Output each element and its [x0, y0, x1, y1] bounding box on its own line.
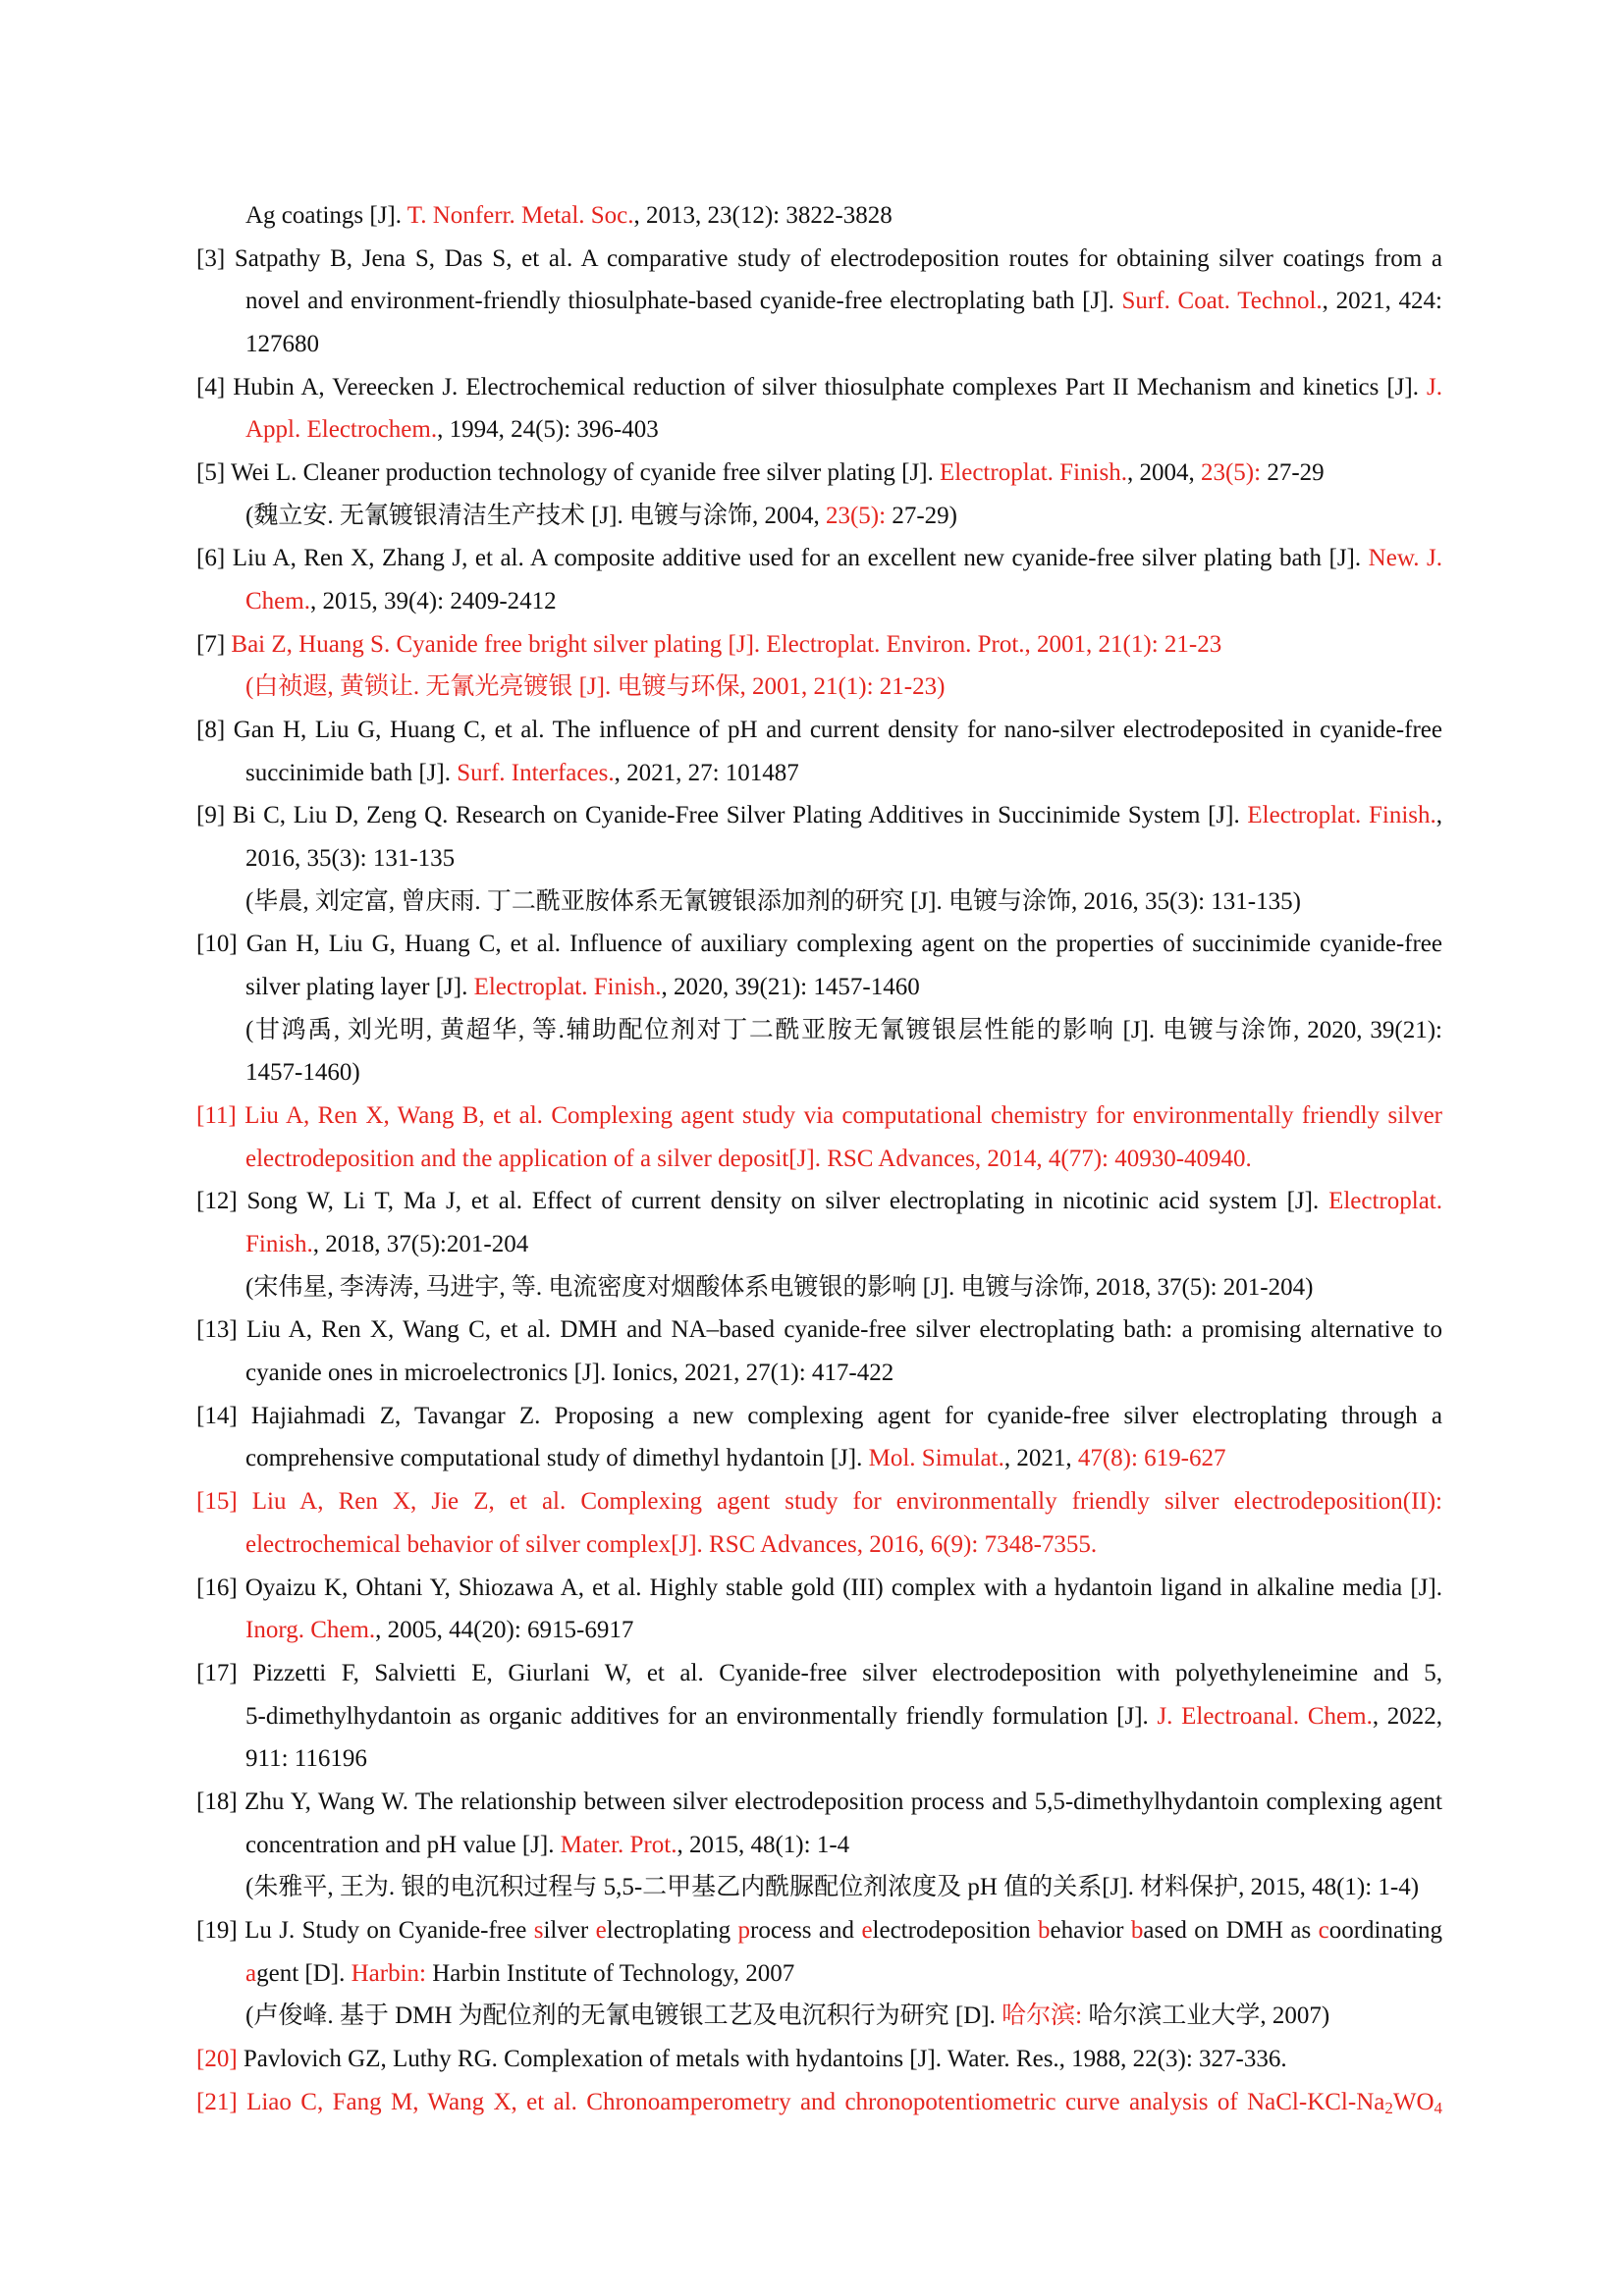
reference-text: Liu A, Ren X, Zhang J, et al. A composite additive used for an excellent new cyanide-free silver plating bath [J].	[232, 545, 1369, 572]
reference-citation	[196, 366, 1442, 452]
reference-line	[196, 881, 1442, 924]
reference-text: , 2004,	[1126, 459, 1201, 487]
reference-text: ehavior	[1050, 1916, 1131, 1944]
reference-citation	[196, 1095, 1442, 1180]
reference-number: [14]	[196, 1402, 238, 1429]
reference-citation	[196, 452, 1442, 495]
highlighted-text: a	[245, 1959, 257, 1987]
reference-text: comprehensive computational study of dimethyl hydantoin [J].	[245, 1445, 869, 1472]
reference-entry	[196, 709, 1442, 794]
reference-line	[196, 495, 1442, 538]
reference-line	[196, 408, 1442, 452]
highlighted-text: Electroplat. Finish.	[940, 459, 1127, 487]
reference-line	[196, 623, 1442, 667]
highlighted-text: Finish.	[245, 1231, 313, 1258]
reference-text: cyanide ones in microelectronics [J]. Ionics, 2021, 27(1): 417-422	[245, 1360, 894, 1387]
reference-line	[196, 1138, 1442, 1181]
reference-number: [7]	[196, 630, 226, 658]
highlighted-text: Chem.	[245, 588, 310, 615]
reference-text: (朱雅平, 王为. 银的电沉积过程与 5,5-二甲基乙内酰脲配位剂浓度及 pH 值的关系[J]. 材料保护, 2015, 48(1): 1-4)	[245, 1874, 1420, 1901]
reference-line	[196, 666, 1442, 709]
highlighted-text: p	[737, 1916, 751, 1944]
reference-text: (甘鸿禹, 刘光明, 黄超华, 等.辅助配位剂对丁二酰亚胺无氰镀银层性能的影响 [J]. 电镀与涂饰, 2020, 39(21):	[245, 1016, 1442, 1043]
highlighted-text: Mol. Simulat.	[868, 1445, 1004, 1472]
reference-text: (卢俊峰. 基于 DMH 为配位剂的无氰电镀银工艺及电沉积行为研究 [D].	[245, 2002, 1002, 2030]
reference-number: [12]	[196, 1188, 238, 1215]
reference-number: [4]	[196, 373, 226, 400]
reference-text: Satpathy B, Jena S, Das S, et al. A comparative study of electrodeposition routes for obtaining silver coatings from a	[234, 244, 1443, 272]
reference-number: [15]	[196, 1488, 238, 1516]
reference-entry	[196, 1308, 1442, 1394]
highlighted-text: 2	[1384, 2099, 1393, 2118]
highlighted-text: Liu A, Ren X, Wang B, et al. Complexing agent study via computational chemistry for environmentally friendly silver	[244, 1102, 1443, 1130]
reference-entry	[196, 2081, 1442, 2124]
reference-entry	[196, 194, 1442, 238]
reference-text: oordinating	[1328, 1916, 1442, 1944]
reference-line	[196, 1223, 1442, 1266]
reference-text: (魏立安. 无氰镀银清洁生产技术 [J]. 电镀与涂饰, 2004,	[245, 502, 826, 529]
reference-line	[196, 1395, 1442, 1438]
highlighted-text: electrochemical behavior of silver complex[J]. RSC Advances, 2016, 6(9): 7348-7355.	[245, 1530, 1098, 1558]
reference-number: [17]	[196, 1659, 238, 1686]
reference-line	[196, 238, 1442, 281]
reference-text: Lu J. Study on Cyanide-free	[244, 1916, 534, 1944]
highlighted-text: Electroplat.	[1328, 1188, 1442, 1215]
reference-line	[196, 1051, 1442, 1095]
reference-text: , 2021, 27: 101487	[614, 759, 799, 786]
reference-text: 哈尔滨工业大学, 2007)	[1082, 2002, 1330, 2030]
reference-citation	[196, 1909, 1442, 1995]
reference-citation	[196, 623, 1442, 667]
reference-translation	[196, 1866, 1442, 1909]
reference-line	[196, 1995, 1442, 2038]
reference-text: silver plating layer [J].	[245, 974, 474, 1001]
reference-line	[196, 1781, 1442, 1824]
highlighted-text: Electroplat. Finish.	[1247, 802, 1436, 829]
highlighted-text: Liao C, Fang M, Wang X, et al. Chronoamperometry and chronopotentiometric curve analysis of NaCl-KCl-Na	[246, 2088, 1385, 2115]
reference-number: [21]	[196, 2088, 238, 2115]
reference-citation	[196, 537, 1442, 622]
reference-citation	[196, 1567, 1442, 1652]
reference-text: 27-29	[1261, 459, 1325, 487]
reference-text: Bi C, Liu D, Zeng Q. Research on Cyanide-Free Silver Plating Additives in Succinimide System [J].	[232, 802, 1248, 829]
reference-number: [6]	[196, 545, 226, 572]
reference-text: Hajiahmadi Z, Tavangar Z. Proposing a new complexing agent for cyanide-free silver electroplating through a	[250, 1402, 1442, 1429]
reference-citation	[196, 1652, 1442, 1781]
highlighted-text: 哈尔滨:	[1001, 2002, 1083, 2030]
reference-line	[196, 709, 1442, 752]
highlighted-text: 23(5):	[825, 502, 887, 529]
reference-text: , 2015, 48(1): 1-4	[677, 1831, 850, 1858]
highlighted-text: Harbin:	[351, 1959, 426, 1987]
reference-text: Pavlovich GZ, Luthy RG. Complexation of metals with hydantoins [J]. Water. Res., 1988, 22(3): 327-336.	[243, 2045, 1287, 2072]
highlighted-text: 47(8): 619-627	[1077, 1445, 1226, 1472]
reference-text: Harbin Institute of Technology, 2007	[425, 1959, 795, 1987]
reference-citation	[196, 2081, 1442, 2124]
reference-number: [20]	[196, 2045, 238, 2072]
reference-citation	[196, 1395, 1442, 1480]
reference-line	[196, 1095, 1442, 1138]
highlighted-text: electrodeposition and the application of a silver deposit[J]. RSC Advances, 2014, 4(77): 40930-40940.	[245, 1145, 1252, 1172]
reference-number: [8]	[196, 717, 226, 744]
reference-text: , 2018, 37(5):201-204	[312, 1231, 529, 1258]
reference-text: (毕晨, 刘定富, 曾庆雨. 丁二酰亚胺体系无氰镀银添加剂的研究 [J]. 电镀与涂饰, 2016, 35(3): 131-135)	[245, 887, 1301, 915]
reference-entry	[196, 1909, 1442, 2038]
reference-text: Liu A, Ren X, Wang C, et al. DMH and NA–based cyanide-free silver electroplating bath: a promising alternative to	[246, 1316, 1443, 1344]
highlighted-text: 4	[1434, 2099, 1443, 2118]
reference-line	[196, 452, 1442, 495]
reference-citation	[196, 709, 1442, 794]
reference-line	[196, 323, 1442, 366]
reference-line	[196, 580, 1442, 623]
reference-line	[196, 1737, 1442, 1781]
reference-line	[196, 1308, 1442, 1352]
reference-text: , 2022,	[1372, 1702, 1443, 1730]
reference-line	[196, 2038, 1442, 2081]
reference-line	[196, 1609, 1442, 1652]
highlighted-text: 23(5):	[1200, 459, 1262, 487]
highlighted-text: Liu A, Ren X, Jie Z, et al. Complexing agent study for environmentally friendly silver electrodeposition(II):	[251, 1488, 1442, 1516]
reference-entry	[196, 1781, 1442, 1909]
reference-translation	[196, 1009, 1442, 1095]
reference-text: Gan H, Liu G, Huang C, et al. The influence of pH and current density for nano-silver electrodeposited in cyanide-free	[233, 717, 1443, 744]
reference-text: 127680	[245, 331, 319, 358]
highlighted-text: b	[1130, 1916, 1144, 1944]
reference-translation	[196, 881, 1442, 924]
reference-line	[196, 794, 1442, 837]
reference-translation	[196, 1266, 1442, 1309]
reference-citation	[196, 2038, 1442, 2081]
reference-citation	[196, 238, 1442, 366]
reference-text: (宋伟星, 李涛涛, 马进宇, 等. 电流密度对烟酸体系电镀银的影响 [J]. 电镀与涂饰, 2018, 37(5): 201-204)	[245, 1273, 1314, 1301]
reference-citation	[196, 794, 1442, 880]
reference-line	[196, 1352, 1442, 1395]
reference-translation	[196, 1995, 1442, 2038]
reference-entry	[196, 1480, 1442, 1566]
highlighted-text: J.	[1427, 373, 1442, 400]
reference-line	[196, 1824, 1442, 1867]
reference-entry	[196, 452, 1442, 537]
highlighted-text: Appl. Electrochem.	[245, 416, 438, 444]
highlighted-text: e	[595, 1916, 607, 1944]
reference-text: lectroplating	[606, 1916, 738, 1944]
highlighted-text: s	[533, 1916, 544, 1944]
highlighted-text: e	[861, 1916, 873, 1944]
reference-text: , 2005, 44(20): 6915-6917	[375, 1617, 634, 1644]
reference-line	[196, 1866, 1442, 1909]
reference-number: [11]	[196, 1102, 237, 1130]
reference-entry	[196, 366, 1442, 452]
reference-entry	[196, 238, 1442, 366]
highlighted-text: c	[1318, 1916, 1329, 1944]
reference-text: , 2021, 424:	[1322, 288, 1443, 315]
reference-text: 911: 116196	[245, 1745, 367, 1773]
reference-text: lectrodeposition	[872, 1916, 1039, 1944]
reference-text: Zhu Y, Wang W. The relationship between silver electrodeposition process and 5,5-dimethylhydantoin complexing agent	[244, 1788, 1442, 1815]
reference-line	[196, 194, 1442, 238]
reference-line	[196, 280, 1442, 323]
reference-line	[196, 1266, 1442, 1309]
reference-number: [10]	[196, 931, 238, 958]
reference-text: , 2020, 39(21): 1457-1460	[661, 974, 920, 1001]
reference-list	[196, 194, 1442, 2123]
reference-text: ased on DMH as	[1143, 1916, 1319, 1944]
reference-line	[196, 2081, 1442, 2124]
reference-text: Song W, Li T, Ma J, et al. Effect of current density on silver electroplating in nicotinic acid system [J].	[246, 1188, 1329, 1215]
highlighted-text: New. J.	[1368, 545, 1443, 572]
reference-text: 27-29)	[886, 502, 957, 529]
reference-number: [13]	[196, 1316, 238, 1344]
reference-text: rocess and	[750, 1916, 862, 1944]
reference-line	[196, 1180, 1442, 1223]
reference-line	[196, 537, 1442, 580]
reference-number: [19]	[196, 1916, 238, 1944]
reference-text: Gan H, Liu G, Huang C, et al. Influence of auxiliary complexing agent on the properties of succinimide cyanide-free	[245, 931, 1442, 958]
reference-text: ,	[1435, 802, 1442, 829]
highlighted-text: (白祯遐, 黄锁让. 无氰光亮镀银 [J]. 电镀与环保, 2001, 21(1): 21-23)	[245, 673, 946, 701]
reference-line	[196, 1952, 1442, 1996]
reference-line	[196, 1567, 1442, 1610]
highlighted-text: T. Nonferr. Metal. Soc.	[406, 202, 634, 229]
reference-number: [18]	[196, 1788, 238, 1815]
reference-entry	[196, 1180, 1442, 1308]
reference-text: 1457-1460)	[245, 1059, 360, 1087]
reference-line	[196, 1909, 1442, 1952]
reference-number: [16]	[196, 1574, 238, 1601]
reference-number: [5]	[196, 459, 226, 487]
highlighted-text: Bai Z, Huang S. Cyanide free bright silver plating [J]. Electroplat. Environ. Prot., 2001, 21(1): 21-23	[231, 630, 1222, 658]
reference-text: , 2013, 23(12): 3822-3828	[633, 202, 893, 229]
reference-entry	[196, 623, 1442, 709]
reference-entry	[196, 1395, 1442, 1480]
reference-citation	[196, 1180, 1442, 1265]
reference-number: [3]	[196, 244, 226, 272]
reference-text: 5-dimethylhydantoin as organic additives for an environmentally friendly formulation [J].	[245, 1702, 1158, 1730]
reference-line	[196, 966, 1442, 1009]
reference-line	[196, 1523, 1442, 1567]
reference-text: concentration and pH value [J].	[245, 1831, 561, 1858]
reference-line	[196, 1652, 1442, 1695]
reference-citation	[196, 194, 1442, 238]
reference-citation	[196, 923, 1442, 1008]
reference-line	[196, 837, 1442, 881]
highlighted-text: WO	[1392, 2088, 1435, 2115]
reference-number: [9]	[196, 802, 226, 829]
highlighted-text: Inorg. Chem.	[245, 1617, 376, 1644]
reference-text: gent [D].	[256, 1959, 352, 1987]
reference-entry	[196, 1567, 1442, 1652]
reference-entry	[196, 1652, 1442, 1781]
reference-line	[196, 1695, 1442, 1738]
reference-text: Wei L. Cleaner production technology of cyanide free silver plating [J].	[230, 459, 941, 487]
reference-citation	[196, 1781, 1442, 1866]
reference-line	[196, 752, 1442, 795]
reference-text: 2016, 35(3): 131-135	[245, 845, 456, 873]
reference-translation	[196, 495, 1442, 538]
reference-text: ilver	[543, 1916, 596, 1944]
reference-entry	[196, 2038, 1442, 2081]
reference-line	[196, 1437, 1442, 1480]
highlighted-text: Electroplat. Finish.	[473, 974, 662, 1001]
reference-entry	[196, 1095, 1442, 1180]
reference-translation	[196, 666, 1442, 709]
reference-entry	[196, 537, 1442, 622]
highlighted-text: J. Electroanal. Chem.	[1157, 1702, 1373, 1730]
reference-text: , 2021,	[1003, 1445, 1078, 1472]
reference-entry	[196, 923, 1442, 1095]
highlighted-text: Mater. Prot.	[560, 1831, 677, 1858]
reference-line	[196, 1009, 1442, 1052]
highlighted-text: Surf. Interfaces.	[457, 759, 615, 786]
reference-line	[196, 366, 1442, 409]
reference-line	[196, 1480, 1442, 1523]
reference-text: , 1994, 24(5): 396-403	[437, 416, 659, 444]
reference-line	[196, 923, 1442, 966]
reference-citation	[196, 1480, 1442, 1566]
highlighted-text: b	[1038, 1916, 1051, 1944]
reference-entry	[196, 794, 1442, 923]
reference-text: Oyaizu K, Ohtani Y, Shiozawa A, et al. Highly stable gold (III) complex with a hydantoin ligand in alkaline media [J].	[244, 1574, 1442, 1601]
highlighted-text: Surf. Coat. Technol.	[1121, 288, 1323, 315]
reference-citation	[196, 1308, 1442, 1394]
reference-text: novel and environment-friendly thiosulphate-based cyanide-free electroplating bath [J].	[245, 288, 1122, 315]
reference-text: Ag coatings [J].	[245, 202, 407, 229]
reference-text: Pizzetti F, Salvietti E, Giurlani W, et al. Cyanide-free silver electrodeposition with polyethyleneimine and 5,	[252, 1659, 1443, 1686]
reference-text: succinimide bath [J].	[245, 759, 458, 786]
reference-text: Hubin A, Vereecken J. Electrochemical reduction of silver thiosulphate complexes Part II Mechanism and kinetics [J].	[233, 373, 1428, 400]
reference-text: , 2015, 39(4): 2409-2412	[309, 588, 557, 615]
